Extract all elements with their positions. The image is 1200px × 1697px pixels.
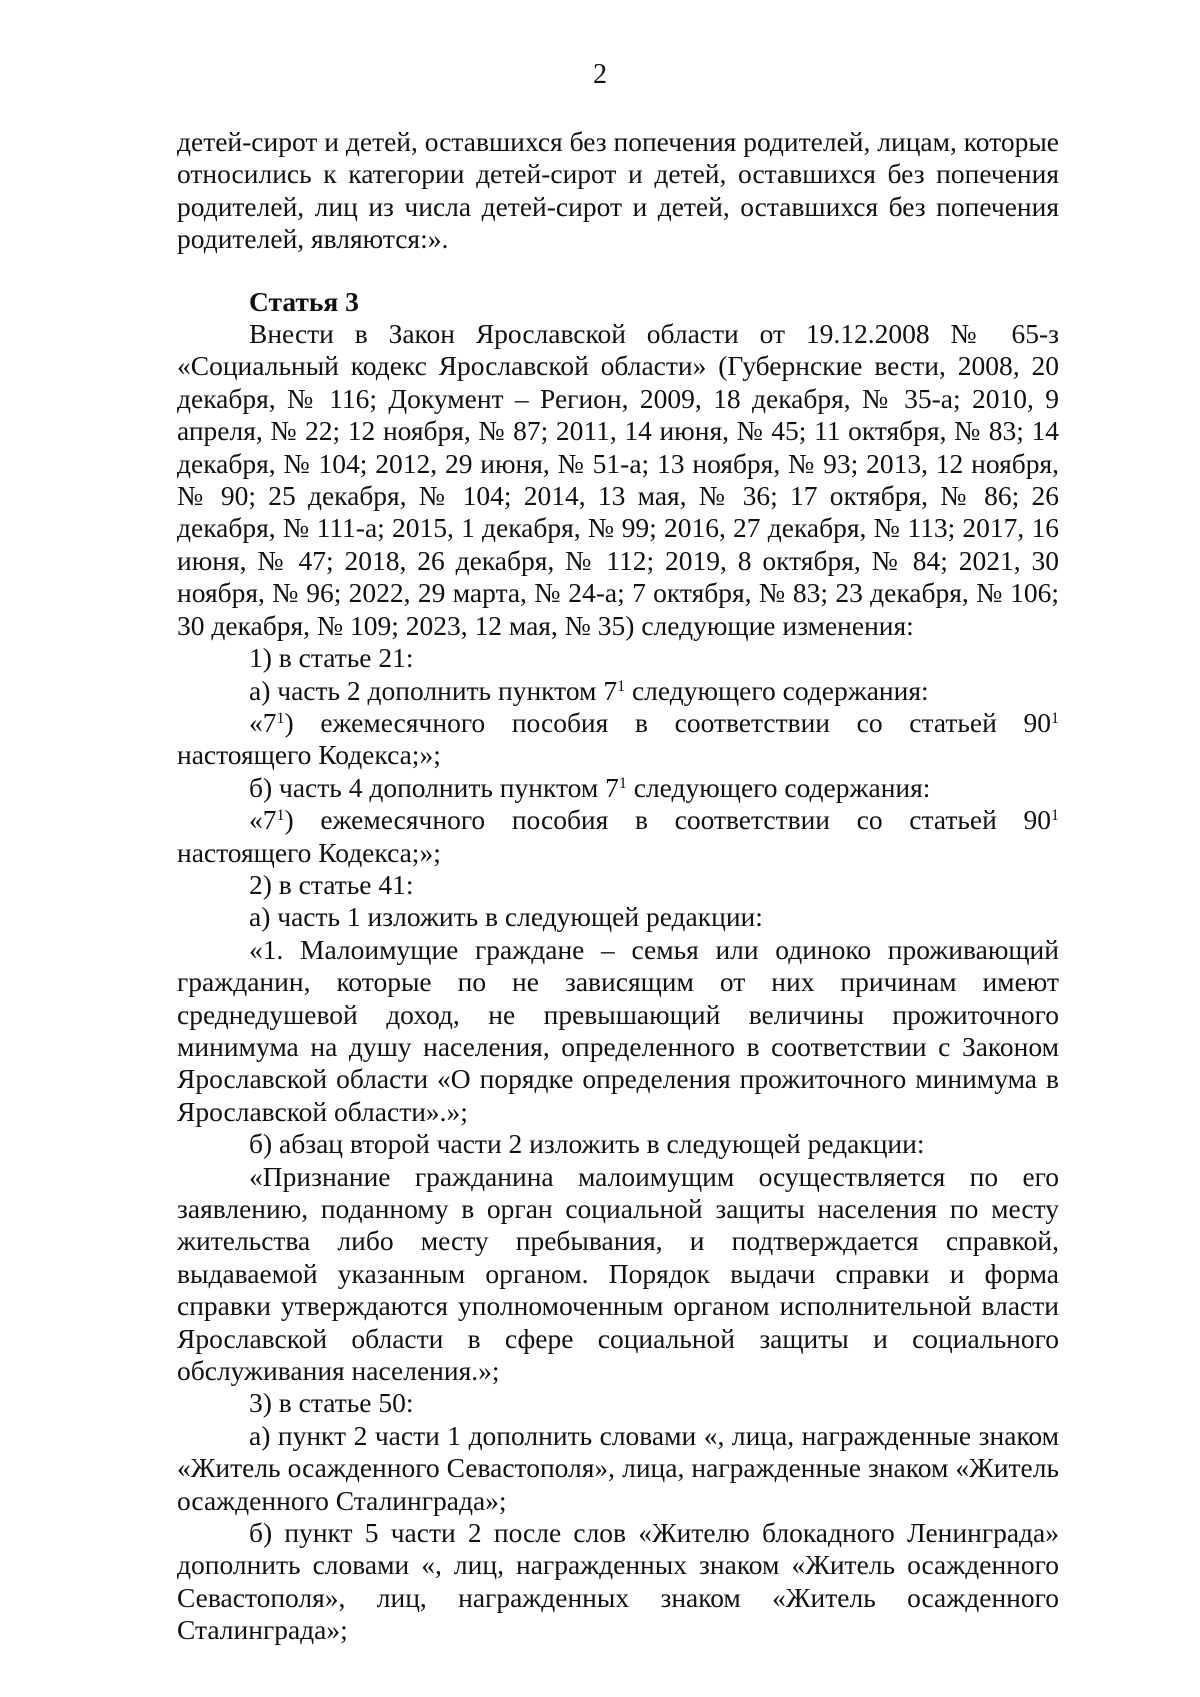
item-2a: а) часть 1 изложить в следующей редакции: bbox=[249, 901, 763, 933]
item-2: 2) в статье 41: bbox=[249, 868, 414, 900]
item-1a-quote bbox=[177, 707, 1059, 772]
intro-paragraph: детей-сирот и детей, оставшихся без попечения родителей, лицам, которые относились к категории детей-сирот и детей, оставшихся без попечения родителей, лиц из числа детей-сирот и детей, оставшихся без попечения родителей, являются:». bbox=[177, 126, 1059, 255]
item-1b-quote bbox=[177, 804, 1059, 869]
item-1a-text: а) часть 2 дополнить пунктом 7 bbox=[249, 674, 618, 706]
superscript: 1 bbox=[1051, 709, 1059, 727]
item-1: 1) в статье 21: bbox=[249, 642, 414, 674]
item-2b: б) абзац второй части 2 изложить в следующей редакции: bbox=[249, 1128, 925, 1160]
superscript: 1 bbox=[618, 774, 627, 792]
quote-open: «7 bbox=[249, 706, 277, 738]
superscript: 1 bbox=[276, 709, 285, 727]
quote-open: «7 bbox=[249, 804, 277, 836]
quote-end: настоящего Кодекса;»; bbox=[177, 836, 441, 868]
item-1b-text: б) часть 4 дополнить пунктом 7 bbox=[249, 771, 619, 803]
quote-end: настоящего Кодекса;»; bbox=[177, 739, 441, 771]
spacer bbox=[177, 256, 1059, 286]
item-1b-text-end: следующего содержания: bbox=[626, 771, 931, 803]
item-2a-quote: «1. Малоимущие граждане – семья или одиноко проживающий гражданин, которые по не зависящим от них причинам имеют среднедушевой доход, не превышающий величины прожиточного минимума на душу населения, определенного в соответствии с Законом Ярославской области «О порядке определения прожиточного минимума в Ярославской области».»; bbox=[177, 933, 1059, 1127]
item-3a: а) пункт 2 части 1 дополнить словами «, лица, награжденные знаком «Житель осажденного Севастополя», лица, награжденные знаком «Житель осажденного Сталинграда»; bbox=[177, 1419, 1059, 1516]
article-heading: Статья 3 bbox=[249, 285, 359, 317]
item-3: 3) в статье 50: bbox=[249, 1387, 414, 1419]
quote-text: ) ежемесячного пособия в соответствии со статьей 90 bbox=[284, 706, 1051, 738]
item-2b-quote: «Признание гражданина малоимущим осуществляется по его заявлению, поданному в орган социальной защиты населения по месту жительства либо месту пребывания, и подтверждается справкой, выдаваемой указанным органом. Порядок выдачи справки и форма справки утверждаются уполномоченным органом исполнительной власти Ярославской области в сфере социальной защиты и социального обслуживания населения.»; bbox=[177, 1160, 1059, 1387]
document-body bbox=[177, 126, 1059, 1647]
item-3b: б) пункт 5 части 2 после слов «Жителю блокадного Ленинграда» дополнить словами «, лиц, награжденных знаком «Житель осажденного Севастополя», лиц, награжденных знаком «Житель осажденного Сталинграда»; bbox=[177, 1517, 1059, 1646]
item-1a-text-end: следующего содержания: bbox=[625, 674, 929, 706]
superscript: 1 bbox=[1051, 807, 1059, 825]
item-1a bbox=[177, 675, 1059, 707]
page-number: 2 bbox=[593, 59, 607, 90]
superscript: 1 bbox=[276, 807, 285, 825]
item-1b bbox=[177, 772, 1059, 804]
article-intro: Внести в Закон Ярославской области от 19.12.2008 № 65-з «Социальный кодекс Ярославской области» (Губернские вести, 2008, 20 декабря, № 116; Документ – Регион, 2009, 18 декабря, № 35-а; 2010, 9 апреля, № 22; 12 ноября, № 87; 2011, 14 июня, № 45; 11 октября, № 83; 14 декабря, № 104; 2012, 29 июня, № 51-а; 13 ноября, № 93; 2013, 12 ноября, № 90; 25 декабря, № 104; 2014, 13 мая, № 36; 17 октября, № 86; 26 декабря, № 111-а; 2015, 1 декабря, № 99; 2016, 27 декабря, № 113; 2017, 16 июня, № 47; 2018, 26 декабря, № 112; 2019, 8 октября, № 84; 2021, 30 ноября, № 96; 2022, 29 марта, № 24-а; 7 октября, № 83; 23 декабря, № 106; 30 декабря, № 109; 2023, 12 мая, № 35) следующие изменения: bbox=[177, 318, 1059, 641]
superscript: 1 bbox=[617, 677, 626, 695]
quote-text: ) ежемесячного пособия в соответствии со статьей 90 bbox=[284, 804, 1051, 836]
